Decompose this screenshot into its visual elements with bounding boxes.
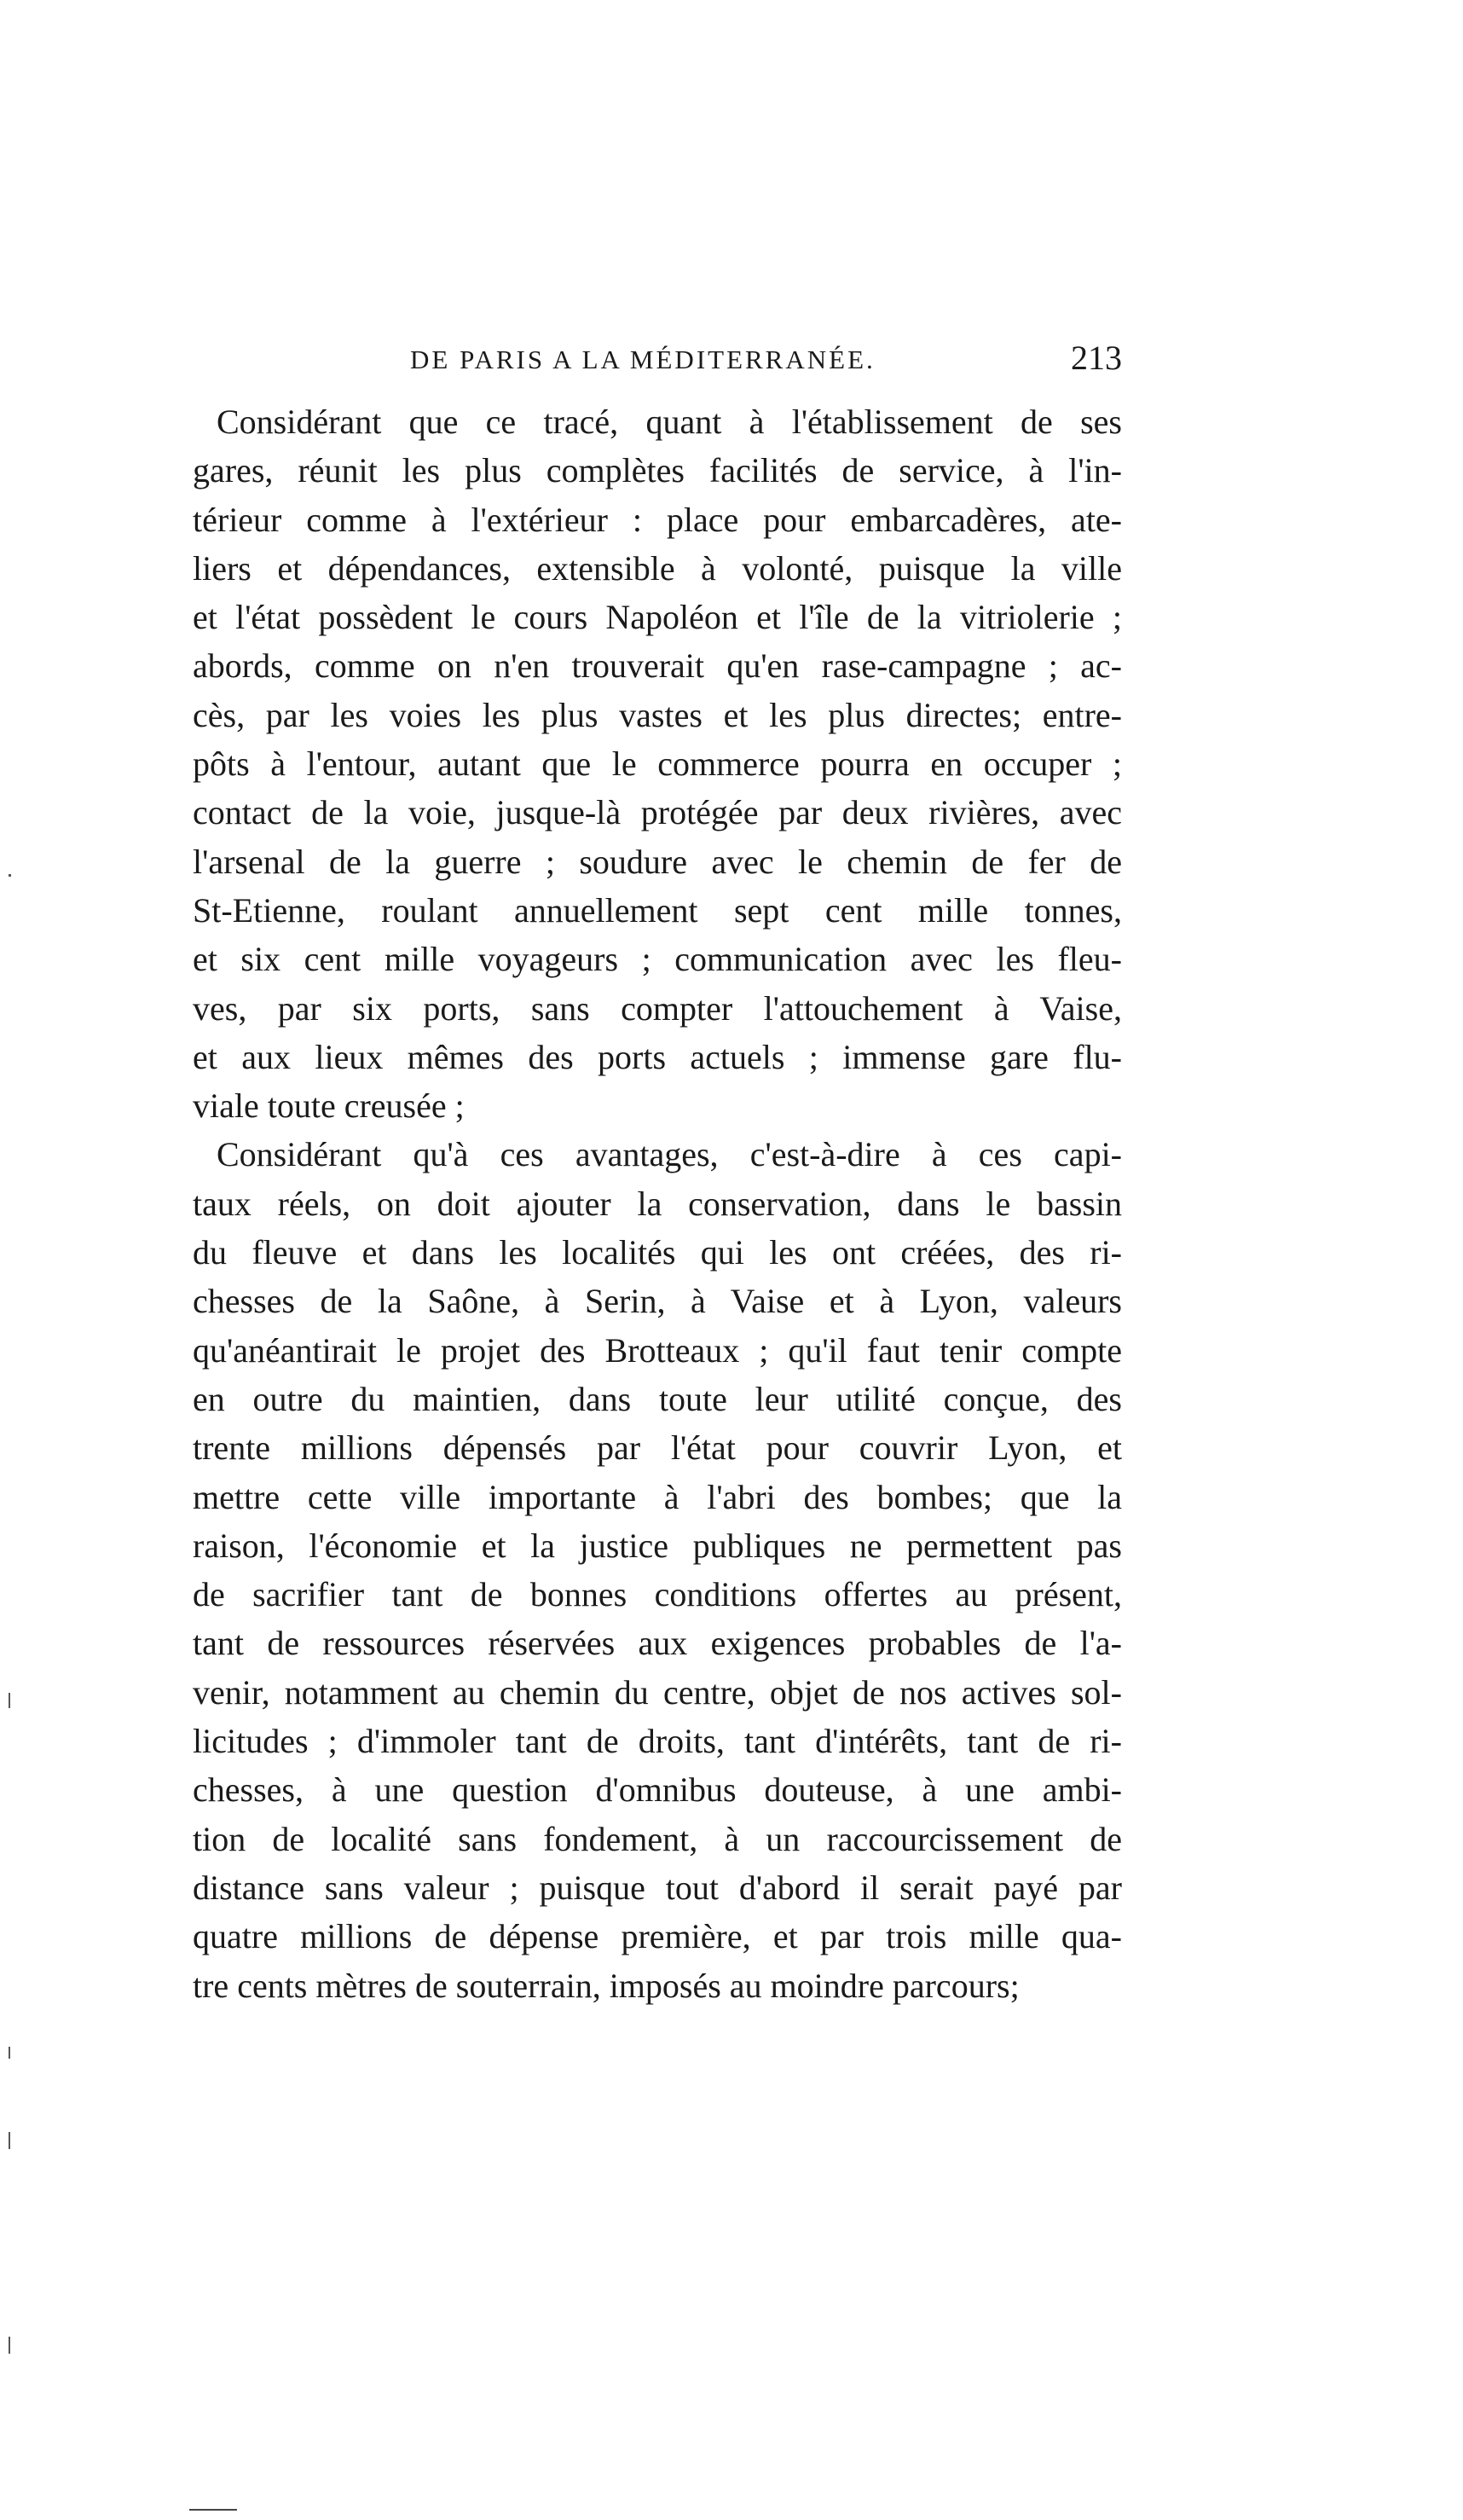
text-line: cès, par les voies les plus vastes et les plus directes; entre- [193,695,1122,734]
text-line: qu'anéantirait le projet des Brotteaux ; qu'il faut tenir compte [193,1330,1122,1370]
text-line: Considérant qu'à ces avantages, c'est-à-dire à ces capi- [217,1135,1122,1174]
text-line: contact de la voie, jusque-là protégée par deux rivières, avec [193,793,1122,832]
body-text [193,397,1122,2010]
scan-margin-mark [9,874,11,877]
text-line: taux réels, on doit ajouter la conservation, dans le bassin [193,1184,1122,1223]
text-line: pôts à l'entour, autant que le commerce pourra en occuper ; [193,744,1122,784]
text-line: gares, réunit les plus complètes facilités de service, à l'in- [193,451,1122,490]
text-line: et l'état possèdent le cours Napoléon et l'île de la vitriolerie ; [193,598,1122,637]
scan-margin-mark [9,2132,10,2149]
text-line: et aux lieux mêmes des ports actuels ; immense gare flu- [193,1037,1122,1076]
text-line: viale toute creusée ; [193,1086,465,1126]
scan-margin-mark [9,1693,10,1708]
text-line: liers et dépendances, extensible à volonté, puisque la ville [193,548,1122,588]
text-line: distance sans valeur ; puisque tout d'abord il serait payé par [193,1868,1122,1907]
text-line: venir, notamment au chemin du centre, objet de nos actives sol- [193,1672,1122,1712]
text-line: du fleuve et dans les localités qui les ont créées, des ri- [193,1233,1122,1272]
text-line: chesses, à une question d'omnibus douteuse, à une ambi- [193,1770,1122,1810]
text-line: térieur comme à l'extérieur : place pour embarcadères, ate- [193,500,1122,539]
text-line: Considérant que ce tracé, quant à l'établissement de ses [217,403,1122,441]
text-line: St-Etienne, roulant annuellement sept cent mille tonnes, [193,890,1122,930]
text-line: tant de ressources réservées aux exigences probables de l'a- [193,1624,1122,1663]
running-title: DE PARIS A LA MÉDITERRANÉE. [410,345,876,374]
text-line: licitudes ; d'immoler tant de droits, tant d'intérêts, tant de ri- [193,1722,1122,1761]
text-line: l'arsenal de la guerre ; soudure avec le chemin de fer de [193,842,1122,881]
page-number: 213 [1071,339,1122,377]
text-line: et six cent mille voyageurs ; communication avec les fleu- [193,940,1122,979]
text-line: tre cents mètres de souterrain, imposés au moindre parcours; [193,1966,1020,2005]
text-line: chesses de la Saône, à Serin, à Vaise et à Lyon, valeurs [193,1282,1122,1321]
text-line: de sacrifier tant de bonnes conditions offertes au présent, [193,1575,1122,1614]
text-line: mettre cette ville importante à l'abri des bombes; que la [193,1477,1122,1516]
text-line: tion de localité sans fondement, à un raccourcissement de [193,1819,1122,1858]
text-line: abords, comme on n'en trouverait qu'en rase-campagne ; ac- [193,646,1122,686]
scan-margin-mark [9,2047,10,2059]
text-line: raison, l'économie et la justice publiques ne permettent pas [193,1526,1122,1565]
bottom-rule [189,2509,237,2511]
text-line: quatre millions de dépense première, et par trois mille qua- [193,1917,1122,1956]
running-head [193,334,1122,385]
text-line: ves, par six ports, sans compter l'attouchement à Vaise, [193,988,1122,1028]
scan-margin-mark [9,2337,10,2354]
text-line: trente millions dépensés par l'état pour couvrir Lyon, et [193,1428,1122,1468]
text-line: en outre du maintien, dans toute leur utilité conçue, des [193,1379,1122,1418]
